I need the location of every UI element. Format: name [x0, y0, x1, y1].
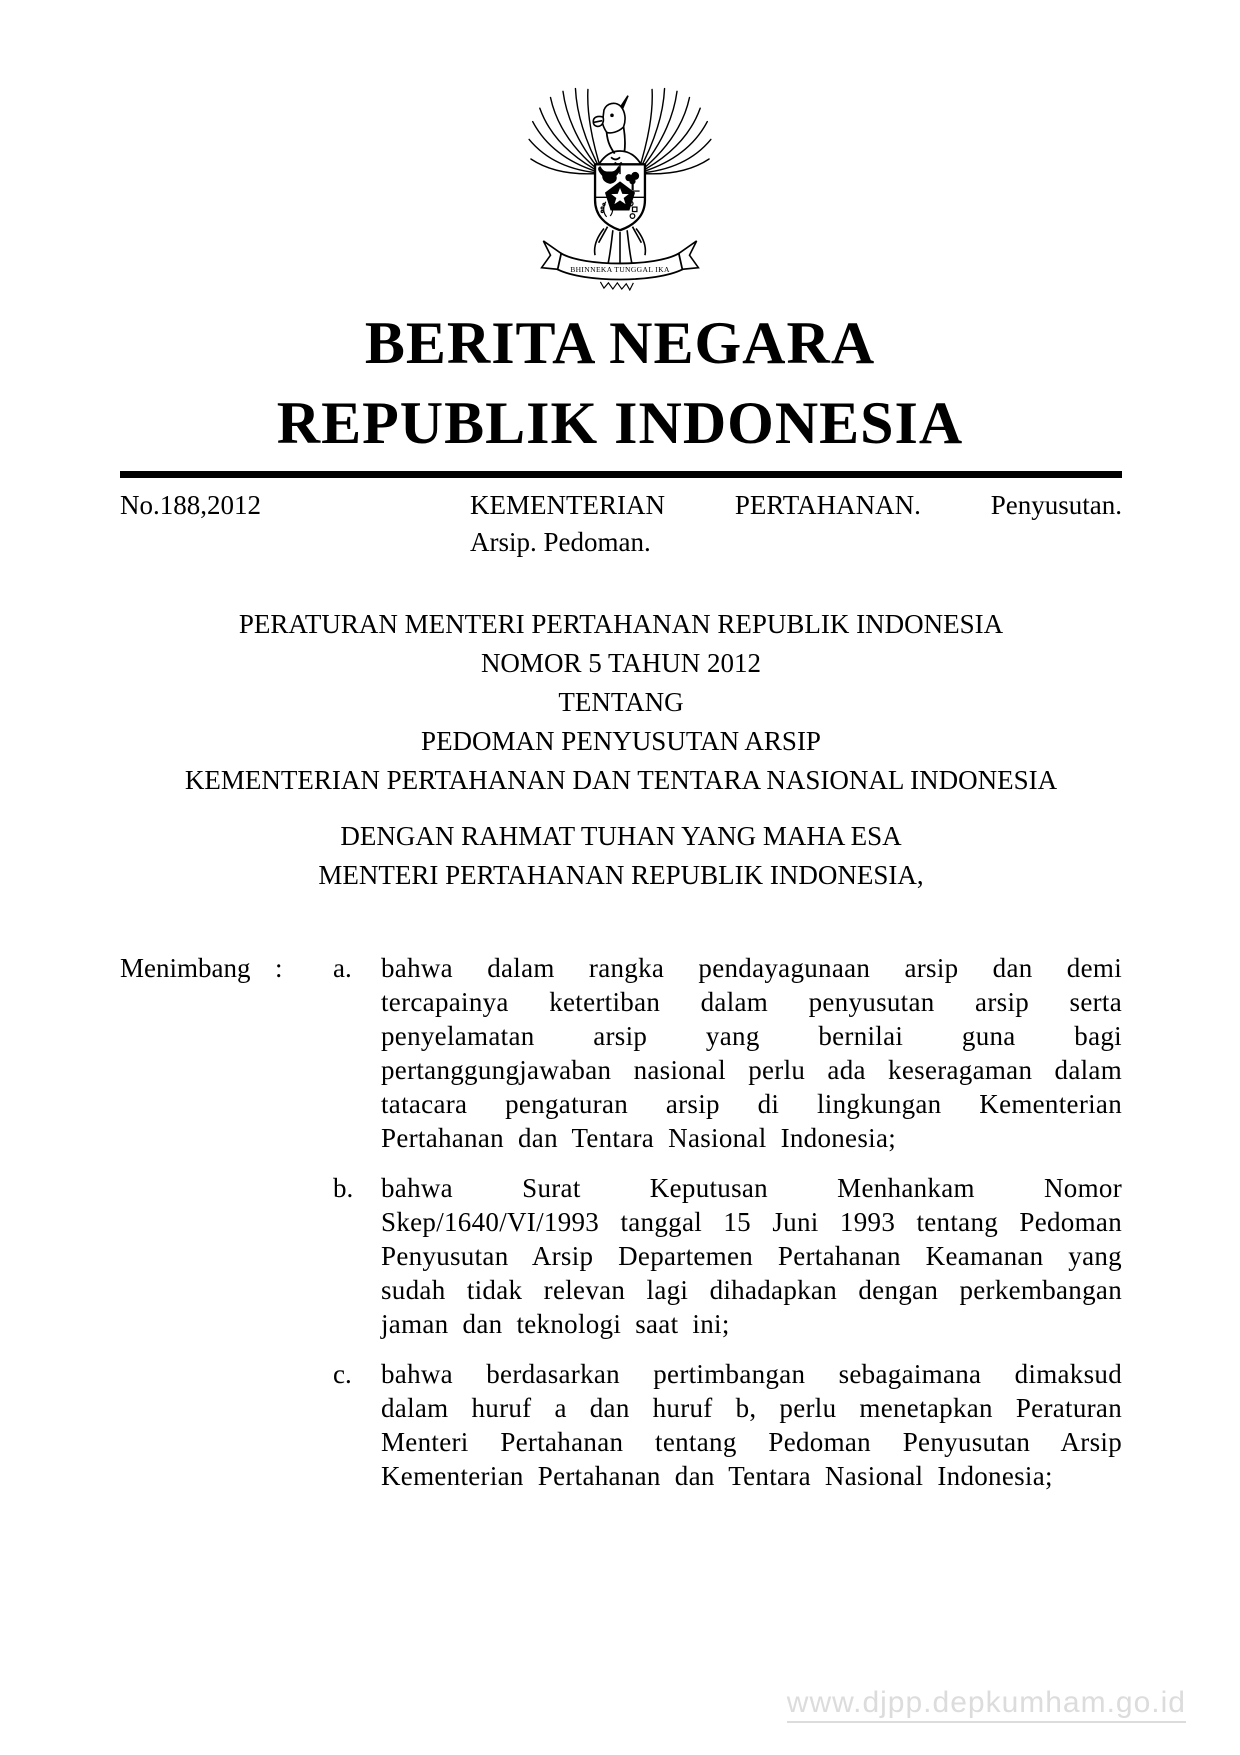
consideration-text-b: bahwa Surat Keputusan Menhankam Nomor Skep/1640/VI/1993 tanggal 15 Juni 1993 tentang Pedoman Penyusutan Arsip Departemen Pertahanan Keamanan yang sudah tidak relevan lagi dihadapkan dengan perkembangan jaman dan teknologi saat ini; [381, 1173, 1122, 1339]
masthead-title-line1: BERITA NEGARA [364, 310, 876, 376]
consideration-text-c: bahwa berdasarkan pertimbangan sebagaimana dimaksud dalam huruf a dan huruf b, perlu menetapkan Peraturan Menteri Pertahanan tentang Pedoman Penyusutan Arsip Kementerian Pertahanan dan Tentara Nasional Indonesia; [381, 1359, 1122, 1491]
regulation-title-block [120, 605, 1122, 895]
gazette-subject [470, 487, 1122, 561]
consideration-letter-b: b. [333, 1173, 354, 1203]
consideration-letter-a: a. [333, 953, 352, 983]
regulation-invocation: DENGAN RAHMAT TUHAN YANG MAHA ESA [340, 821, 902, 851]
gazette-line [120, 487, 1122, 561]
emblem-motto-text: BHINNEKA TUNGGAL IKA [570, 265, 670, 275]
gazette-subject-line1: KEMENTERIAN PERTAHANAN. Penyusutan. [470, 490, 1122, 520]
emblem-container [0, 0, 1240, 291]
consideration-text-a: bahwa dalam rangka pendayagunaan arsip dan demi tercapainya ketertiban dalam penyusutan arsip serta penyelamatan arsip yang bernilai guna bagi pertanggungjawaban nasional perlu ada keseragaman dalam tatacara pengaturan arsip di lingkungan Kementerian Pertahanan dan Tentara Nasional Indonesia; [381, 953, 1122, 1153]
regulation-title-line5: KEMENTERIAN PERTAHANAN DAN TENTARA NASIONAL INDONESIA [184, 765, 1058, 795]
masthead-title-line2: REPUBLIK INDONESIA [276, 390, 964, 456]
watermark-url: www.djpp.depkumham.go.id [787, 1686, 1186, 1723]
gazette-number: No.188,2012 [120, 490, 261, 520]
garuda-pancasila-emblem [522, 84, 718, 291]
regulation-title-line1: PERATURAN MENTERI PERTAHANAN REPUBLIK INDONESIA [238, 609, 1004, 639]
consideration-letter-c: c. [333, 1359, 352, 1389]
regulation-title-line3: TENTANG [558, 687, 684, 717]
considerations-section [120, 951, 1122, 1493]
regulation-authority: MENTERI PERTAHANAN REPUBLIK INDONESIA, [318, 860, 924, 890]
consideration-item-c [120, 1357, 1122, 1493]
regulation-title-line2: NOMOR 5 TAHUN 2012 [480, 648, 762, 678]
gazette-subject-line2: Arsip. Pedoman. [470, 527, 651, 557]
consideration-item-b [120, 1171, 1122, 1341]
masthead-divider-rule [120, 471, 1122, 478]
considerations-separator: : [275, 953, 283, 983]
considerations-label: Menimbang [120, 953, 251, 983]
regulation-title-line4: PEDOMAN PENYUSUTAN ARSIP [421, 726, 821, 756]
masthead-title [0, 303, 1240, 463]
consideration-item-a [120, 951, 1122, 1155]
